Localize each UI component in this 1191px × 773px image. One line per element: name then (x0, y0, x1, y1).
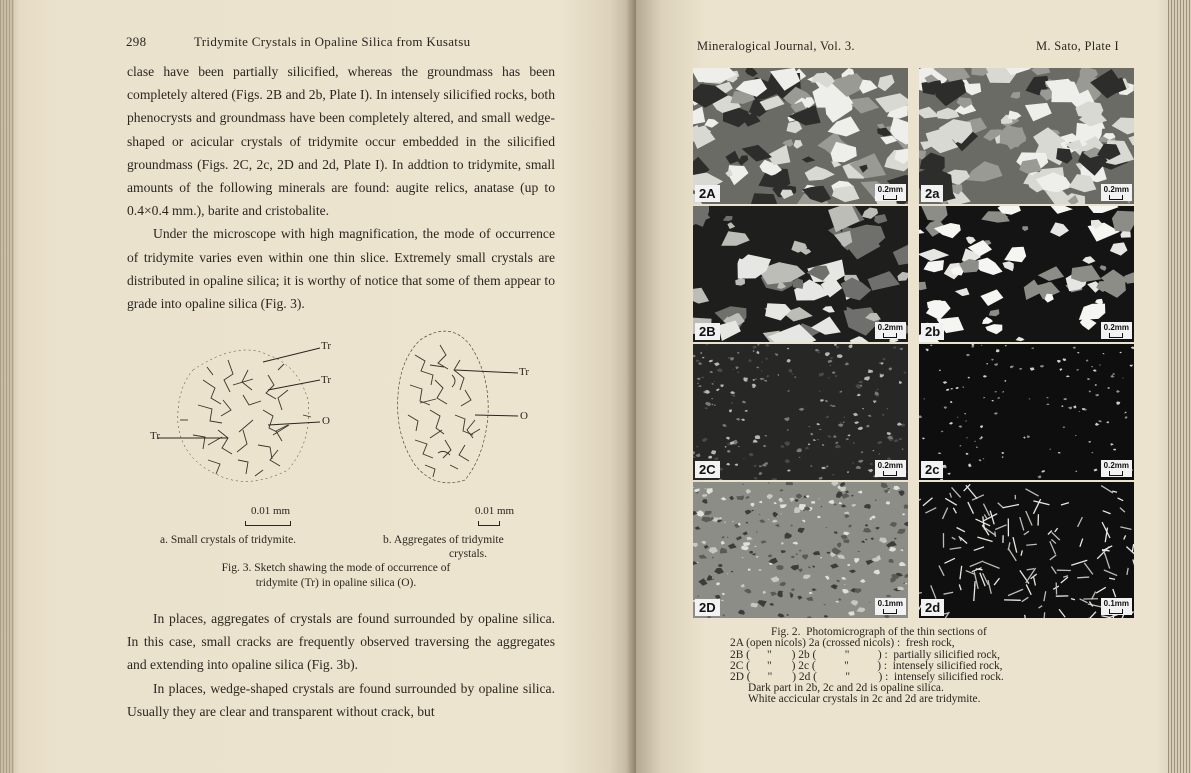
scale-b-bar (478, 521, 500, 526)
sketch-b-label-o: O (520, 410, 528, 422)
photo-label: 2c (921, 461, 943, 478)
sketch-a-label-tr-2: Tr (321, 374, 331, 386)
photo-label: 2D (695, 599, 720, 616)
sketch-b-aggregates (380, 315, 540, 490)
plate-caption-note-2: White accicular crystals in 2c and 2d are tridymite. (748, 693, 981, 705)
plate-caption-row-1: 2A (open nicols) 2a (crossed nicols) : fresh rock, (730, 637, 955, 649)
photo-scale-text: 0.2mm (877, 323, 903, 332)
figure-3-caption-line1: Fig. 3. Sketch shawing the mode of occurrence of (221, 562, 451, 574)
plate-caption-row-4: 2D ( " ) 2d ( " ) : intensely silicified rock. (730, 671, 1004, 683)
scale-bar-mark (1109, 333, 1123, 338)
photo-scale-bar (875, 184, 906, 201)
photo-scale-text: 0.2mm (1103, 185, 1129, 194)
photo-label: 2A (695, 185, 720, 202)
photomicrograph-2b (919, 206, 1134, 342)
paragraph-3: In places, aggregates of crystals are found surrounded by opaline silica. In this case, small cracks are frequently observed traversing the aggregates and extending into opaline silica (Fig. 3b). (127, 611, 555, 673)
plate-caption-row-3: 2C ( " ) 2c ( " ) : intensely silicified rock, (730, 660, 1003, 672)
photo-scale-bar (1101, 598, 1132, 615)
scale-bar-mark (883, 471, 897, 476)
figure-3-caption (166, 561, 506, 591)
plate-caption-row-2: 2B ( " ) 2b ( " ) : partially silicified rock, (730, 649, 1000, 661)
sketch-a-label-tr-1: Tr (321, 340, 331, 352)
photomicrograph-2c (693, 344, 908, 480)
body-text-bottom (127, 607, 555, 723)
scale-bar-mark (1109, 471, 1123, 476)
sketch-a-small-crystals (148, 330, 358, 490)
photo-label: 2d (921, 599, 944, 616)
photo-scale-text: 0.2mm (1103, 461, 1129, 470)
photomicrograph-2a (693, 68, 908, 204)
paragraph-2: Under the microscope with high magnification, the mode of occurrence of tridymite varies even within one thin slice. Extremely small crystals are distributed in opaline silica; it is worthy of notice that some of them appear to grade into opaline silica (Fig. 3). (127, 226, 555, 312)
photomicrograph-2d (693, 482, 908, 618)
scale-a-text: 0.01 mm (251, 505, 291, 517)
plate-caption-title: Fig. 2. Photomicrograph of the thin sections of (771, 626, 987, 638)
page-number: 298 (126, 34, 147, 49)
caption-b-line2: crystals. (449, 548, 488, 560)
sketch-a-label-o: O (322, 415, 330, 427)
journal-header: Mineralogical Journal, Vol. 3. (697, 39, 855, 53)
page-edge-left (0, 0, 14, 773)
caption-b-line1: b. Aggregates of tridymite (383, 534, 504, 546)
paragraph-4: In places, wedge-shaped crystals are found surrounded by opaline silica. Usually they are clear and transparent without crack, but (127, 680, 555, 719)
plate-header: M. Sato, Plate I (1036, 39, 1119, 53)
scale-bar-mark (883, 195, 897, 200)
photo-scale-text: 0.1mm (1103, 599, 1129, 608)
photo-scale-bar (875, 322, 906, 339)
body-text-top (127, 60, 555, 315)
photo-label: 2B (695, 323, 720, 340)
photo-scale-bar (1101, 460, 1132, 477)
figure-3-caption-line2: tridymite (Tr) in opaline silica (O). (255, 577, 417, 589)
photomicrograph-2b (693, 206, 908, 342)
photo-scale-bar (1101, 184, 1132, 201)
photo-label: 2b (921, 323, 944, 340)
photo-scale-text: 0.2mm (877, 461, 903, 470)
photomicrograph-2c (919, 344, 1134, 480)
photo-scale-text: 0.2mm (877, 185, 903, 194)
sketch-a-label-tr-3: Tr (150, 430, 160, 442)
scale-a-bar (245, 521, 291, 526)
paragraph-1: clase have been partially silicified, whereas the groundmass has been completely altered (Figs. 2B and 2b, Plate I). In intensely silicified rocks, both phenocrysts and groundmass have been completely altered, and small wedge-shaped or acicular crystals of tridymite occur embedded in the silicified groundmass (Figs. 2C, 2c, 2D and 2d, Plate I). In addtion to tridymite, small amounts of the following minerals are found: augite relics, anatase (up to 0.4×0.4 mm.), barite and cristobalite. (127, 64, 555, 219)
photo-scale-text: 0.1mm (877, 599, 903, 608)
photo-label: 2C (695, 461, 720, 478)
photo-scale-bar (1101, 322, 1132, 339)
photo-scale-bar (875, 460, 906, 477)
right-page (636, 0, 1191, 773)
scale-bar-mark (1109, 609, 1123, 614)
running-title: Tridymite Crystals in Opaline Silica from Kusatsu (194, 34, 471, 49)
scale-bar-mark (1109, 195, 1123, 200)
scale-bar-mark (883, 333, 897, 338)
sketch-b-label-tr: Tr (519, 366, 529, 378)
photomicrograph-2d (919, 482, 1134, 618)
photo-scale-text: 0.2mm (1103, 323, 1129, 332)
plate-caption-note-1: Dark part in 2b, 2c and 2d is opaline silica. (748, 682, 944, 694)
photomicrograph-2a (919, 68, 1134, 204)
photo-label: 2a (921, 185, 943, 202)
scale-bar-mark (883, 609, 897, 614)
photo-scale-bar (875, 598, 906, 615)
caption-a: a. Small crystals of tridymite. (160, 534, 297, 546)
scale-b-text: 0.01 mm (475, 505, 515, 517)
page-edge-right (1168, 0, 1191, 773)
